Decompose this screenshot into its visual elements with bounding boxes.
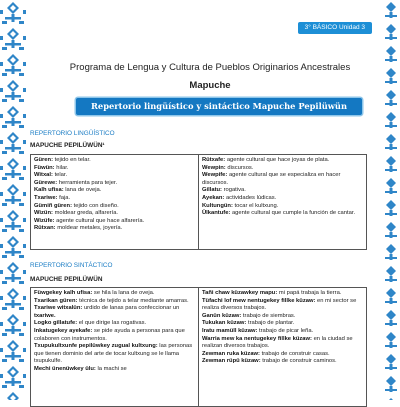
syntax-entry: Füwgekey kalh ufisa: se hila la lana de oveja. [34,290,155,296]
vocab-entry: Kalh ufisa: lana de oveja. [34,187,102,194]
vocab-entry: Füwün: hilar. [34,164,69,171]
syntax-entry: Txupukultxunfe pepilüwkey zugual kultxung: las personas que tienen dominio del arte de tocar kultxung se le llama txupukulfe. [34,343,193,365]
vocab-entry: Witxal: telar. [34,172,68,179]
syntax-entry: Mechi ünenüwkey ülu: la machi se [34,365,127,372]
vocab-entry: Wewpin: discursos. [202,164,254,171]
syntax-entry: Txariwe witxalün: urdido de lanas para confeccionar un txariwe. [34,305,180,319]
vocab-entry: Gillatu: rogativa. [202,187,246,194]
vocab-entry: Kultungün: tocar el kultxung. [202,202,279,209]
section-banner: Repertorio lingüístico y sintáctico Mapuche Pepilüwün [76,98,362,115]
syntax-entry: Iratu mamüll küzaw: trabajo de picar leña. [202,327,314,334]
vocab-entry: Rütxan: moldear metales, joyería. [34,225,123,232]
syntax-entry: Ganün küzaw: trabajo de siembras. [202,312,296,319]
grade-badge: 3° BÁSICO Unidad 3 [298,22,372,34]
program-title: Programa de Lengua y Cultura de Pueblos Originarios Ancestrales [69,62,351,73]
syntax-entry: Zewman ruka küzaw: trabajo de construir casas. [202,350,330,357]
syntax-entry: Warria mew ka nentugekey fillke küzaw: en la ciudad se realizan diversos trabajos. [202,335,353,350]
syntax-entry: Tañi chaw küzawkey mapu: mi papá trabaja la tierra. [202,290,342,296]
syntax-entry: Logko gillatufe: el que dirige las rogativas. [34,320,147,327]
syntax-entry: Inkatugekey ayekafe: se pide ayuda a personas para que colaboren con instrumentos. [34,327,185,342]
syntax-table [30,287,367,407]
syntax-entry: Tüfachi lof mew nentugekey fillke küzaw: en mi sector se realiza diversos trabajos. [202,297,357,312]
syntax-entry: Tukukan küzaw: trabajo de plantar. [202,320,295,327]
vocab-entry: Gürewe: herramienta para tejer. [34,179,118,186]
vocab-entry: Ayekan: actividades lúdicas. [202,194,277,201]
language-title: Mapuche [189,80,231,91]
syntactic-heading: MAPUCHE PEPILÜWÜN [30,276,103,283]
syntax-right-column [199,288,366,406]
vocab-entry: Gümiñ güren: tejido con diseño. [34,202,119,209]
vocabulary-table [30,154,367,250]
linguistic-section-label: REPERTORIO LINGÜÍSTICO [30,130,115,137]
vocab-entry: Wizün: moldear greda, alfarería. [34,210,119,217]
vocab-entry: Ülkantufe: agente cultural que cumple la función de cantar. [202,210,356,217]
syntax-entry: Txarikan güren: técnica de tejido a telar mediante amarras. [34,297,189,304]
syntactic-section-label: REPERTORIO SINTÁCTICO [30,262,113,269]
pattern-icon [382,0,400,400]
linguistic-heading: MAPUCHE PEPILÜWÜN¹ [30,142,105,149]
vocab-entry: Rütxafe: agente cultural que hace joyas de plata. [202,157,330,163]
vocabulary-left-column [31,155,199,249]
syntax-left-column [31,288,199,406]
vocab-entry: Txariwe: faja. [34,194,71,201]
right-decorative-border [382,0,400,400]
vocabulary-right-column [199,155,366,249]
syntax-entry: Zewman rüpü küzaw: trabajo de construir caminos. [202,358,337,365]
vocab-entry: Güren: tejido en telar. [34,157,91,163]
left-decorative-border [0,0,26,400]
vocab-entry: Wewpife: agente cultural que se especializa en hacer discursos. [202,172,341,186]
vocab-entry: Wizüfe: agente cultural que hace alfarería. [34,217,145,224]
pattern-icon [0,0,26,400]
